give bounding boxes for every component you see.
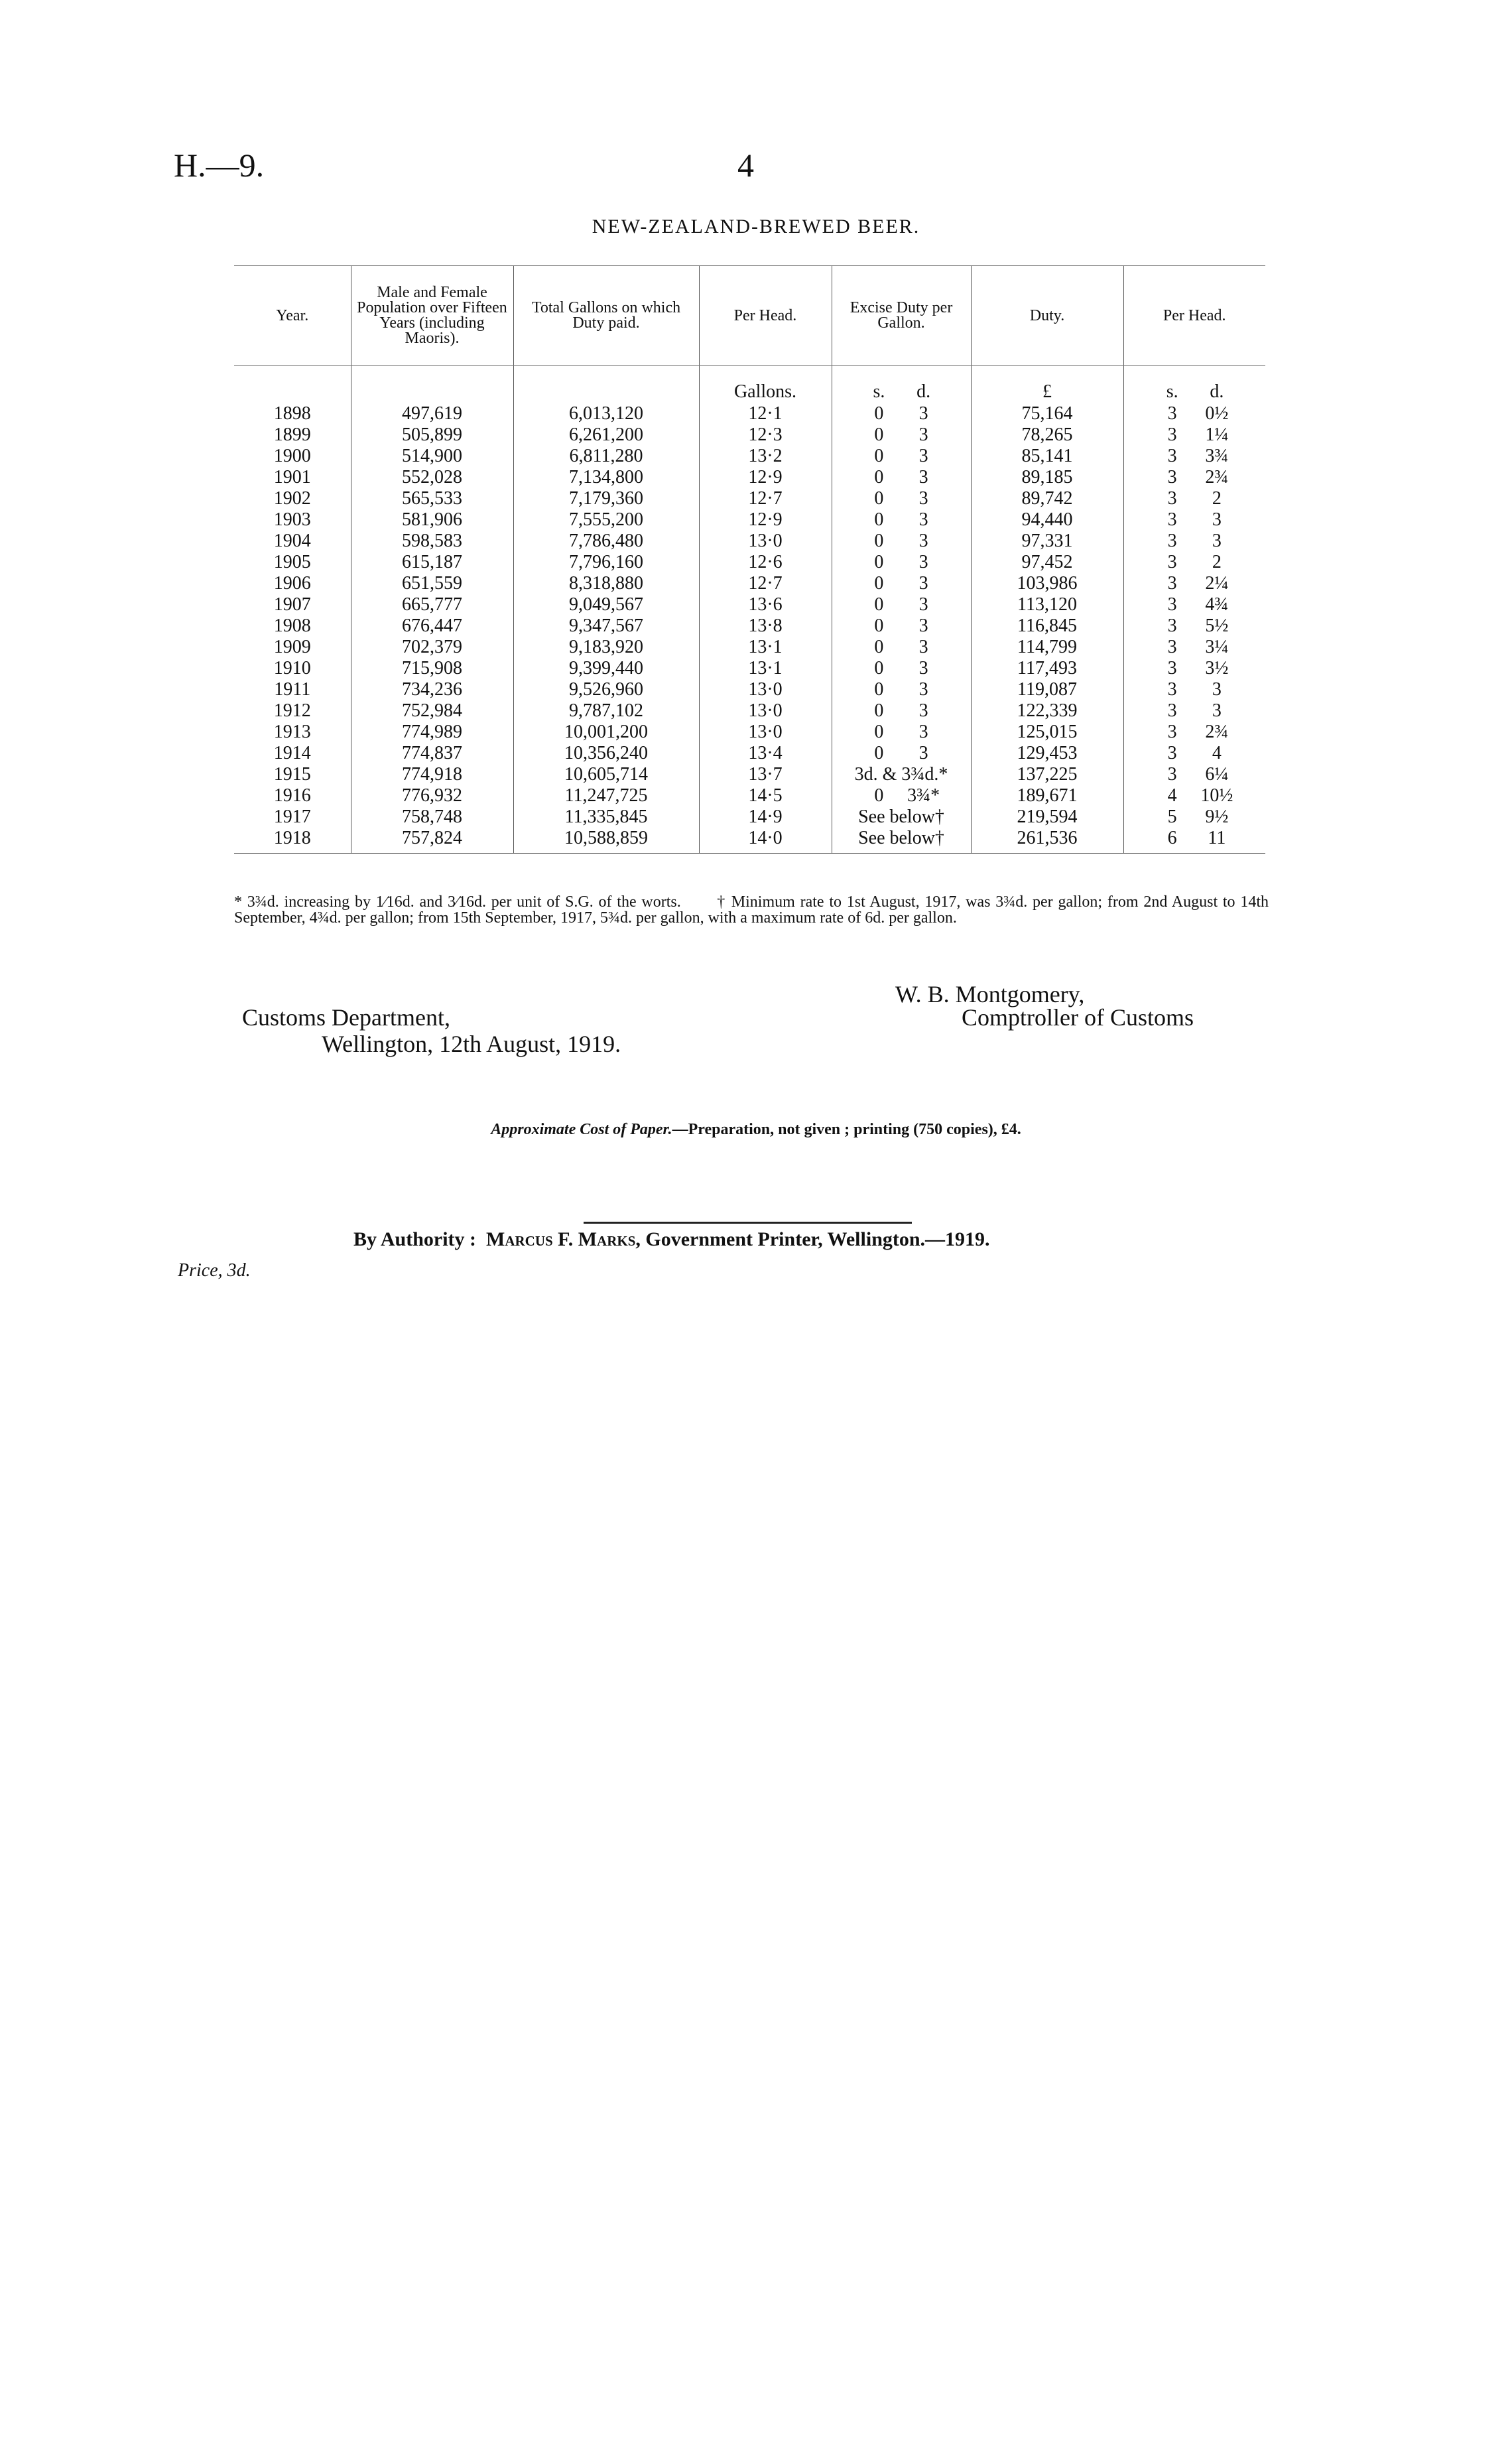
cell-year: 1917 xyxy=(273,807,311,827)
cell-per-head-d: 11 xyxy=(1208,828,1226,848)
cell-excise xyxy=(832,573,971,594)
cell-per-head-gallons: 13·1 xyxy=(699,637,832,658)
cell-gallons: 9,399,440 xyxy=(513,658,699,679)
cell-per-head-money xyxy=(1123,828,1265,854)
cell-excise-s: 0 xyxy=(874,679,884,700)
cell-duty: 97,331 xyxy=(971,531,1123,552)
cell-excise xyxy=(832,424,971,446)
cell-excise-d: 3 xyxy=(918,446,928,466)
cell-per-head-d: 3 xyxy=(1212,700,1222,721)
table-row xyxy=(234,573,1265,594)
cell-excise: 3d. & 3¾d.* xyxy=(832,764,971,785)
page-number: 4 xyxy=(737,147,754,184)
cell-per-head-s: 3 xyxy=(1167,722,1177,742)
cell-per-head-d: 0½ xyxy=(1205,403,1229,424)
footnote-dagger: † Minimum rate to 1st August, 1917, was 3¾d. per gallon; from 2nd August to 14th September, 4¾d. per gallon; from 15th September, 1917, 5¾d. per gallon, with a maximum rate of 6d. per gallon. xyxy=(234,893,1269,927)
cell-per-head-gallons: 12·9 xyxy=(699,467,832,488)
cell-duty: 122,339 xyxy=(971,700,1123,722)
table-row xyxy=(234,828,1265,854)
cell-per-head-s: 3 xyxy=(1167,467,1177,487)
cell-per-head-money xyxy=(1123,488,1265,509)
cell-excise-d: 3 xyxy=(918,403,928,424)
cell-per-head-d: 2 xyxy=(1212,552,1222,572)
cell-gallons: 7,179,360 xyxy=(513,488,699,509)
unit-population xyxy=(351,366,513,404)
cell-excise-d: 3 xyxy=(918,467,928,487)
cell-per-head-gallons: 12·7 xyxy=(699,573,832,594)
cell-population: 774,989 xyxy=(351,722,513,743)
cell-duty: 125,015 xyxy=(971,722,1123,743)
cell-per-head-s: 3 xyxy=(1167,552,1177,572)
cell-year: 1904 xyxy=(273,531,311,551)
cell-excise-s: 0 xyxy=(874,424,884,445)
cell-gallons: 9,347,567 xyxy=(513,615,699,637)
cost-note xyxy=(0,1121,1512,1139)
cell-per-head-money xyxy=(1123,785,1265,807)
cell-population: 757,824 xyxy=(351,828,513,854)
cell-excise-s: 0 xyxy=(874,700,884,721)
cell-population: 665,777 xyxy=(351,594,513,615)
cell-population: 715,908 xyxy=(351,658,513,679)
cell-population: 702,379 xyxy=(351,637,513,658)
unit-duty: £ xyxy=(971,366,1123,404)
cell-year: 1899 xyxy=(273,424,311,445)
cell-population: 565,533 xyxy=(351,488,513,509)
table-row xyxy=(234,807,1265,828)
cell-population: 505,899 xyxy=(351,424,513,446)
cell-per-head-money xyxy=(1123,467,1265,488)
cell-per-head-gallons: 13·7 xyxy=(699,764,832,785)
printer-imprint xyxy=(353,1228,990,1251)
cell-per-head-d: 2¼ xyxy=(1205,573,1229,594)
cell-per-head-d: 4 xyxy=(1212,743,1222,763)
cell-gallons: 9,787,102 xyxy=(513,700,699,722)
cell-excise xyxy=(832,467,971,488)
cell-excise xyxy=(832,446,971,467)
cell-per-head-gallons: 13·2 xyxy=(699,446,832,467)
cell-population: 758,748 xyxy=(351,807,513,828)
cell-year: 1910 xyxy=(273,658,311,679)
cell-gallons: 10,001,200 xyxy=(513,722,699,743)
cell-excise xyxy=(832,403,971,424)
cell-excise-s: 0 xyxy=(874,509,884,530)
table-header-row xyxy=(234,266,1265,366)
col-header-year: Year. xyxy=(234,266,351,366)
cell-excise-s: 0 xyxy=(874,594,884,615)
cell-excise-s: 0 xyxy=(874,785,884,806)
cell-population: 752,984 xyxy=(351,700,513,722)
cell-excise: See below† xyxy=(832,807,971,828)
cell-year: 1918 xyxy=(234,828,351,854)
cell-per-head-gallons: 13·0 xyxy=(699,722,832,743)
cell-excise-d: 3 xyxy=(918,700,928,721)
cell-per-head-money xyxy=(1123,658,1265,679)
table-row xyxy=(234,403,1265,424)
cell-excise-d: 3 xyxy=(918,743,928,763)
unit-gallons xyxy=(513,366,699,404)
cell-population: 774,837 xyxy=(351,743,513,764)
table-row xyxy=(234,467,1265,488)
cell-duty: 261,536 xyxy=(971,828,1123,854)
cell-per-head-gallons: 13·0 xyxy=(699,679,832,700)
col-header-excise: Excise Duty per Gallon. xyxy=(832,266,971,366)
cell-per-head-money xyxy=(1123,531,1265,552)
cell-duty: 97,452 xyxy=(971,552,1123,573)
cell-excise xyxy=(832,785,971,807)
cell-per-head-gallons: 13·0 xyxy=(699,531,832,552)
cell-excise xyxy=(832,679,971,700)
cell-year: 1907 xyxy=(273,594,311,615)
cell-per-head-gallons: 14·0 xyxy=(699,828,832,854)
cell-gallons: 6,013,120 xyxy=(513,403,699,424)
cell-per-head-d: 3¾ xyxy=(1205,446,1229,466)
cell-gallons: 6,261,200 xyxy=(513,424,699,446)
cell-excise-d: 3 xyxy=(918,658,928,679)
cell-excise-s: 0 xyxy=(874,573,884,594)
cell-excise-s: 0 xyxy=(874,531,884,551)
cell-excise-d: 3 xyxy=(918,637,928,657)
imprint-printer: Marcus F. Marks xyxy=(486,1228,636,1250)
cell-per-head-d: 3 xyxy=(1212,679,1222,700)
cell-per-head-money xyxy=(1123,509,1265,531)
cell-per-head-d: 3 xyxy=(1212,509,1222,530)
price: Price, 3d. xyxy=(178,1260,251,1281)
cell-excise-s: 0 xyxy=(874,722,884,742)
cell-duty: 137,225 xyxy=(971,764,1123,785)
cell-year: 1915 xyxy=(273,764,311,785)
cell-year: 1908 xyxy=(273,615,311,636)
cell-per-head-gallons: 13·8 xyxy=(699,615,832,637)
cell-year: 1911 xyxy=(274,679,311,700)
divider-rule xyxy=(584,1222,912,1224)
cell-per-head-d: 3¼ xyxy=(1205,637,1229,657)
cell-duty: 113,120 xyxy=(971,594,1123,615)
signatory-title: Comptroller of Customs xyxy=(962,1004,1194,1031)
cell-year: 1898 xyxy=(273,403,311,424)
cell-year: 1900 xyxy=(273,446,311,466)
cell-per-head-gallons: 12·9 xyxy=(699,509,832,531)
cell-per-head-d: 2¾ xyxy=(1205,467,1229,487)
cell-per-head-gallons: 12·3 xyxy=(699,424,832,446)
table-row xyxy=(234,594,1265,615)
col-header-per-head-money: Per Head. xyxy=(1123,266,1265,366)
cell-year: 1903 xyxy=(273,509,311,530)
cell-excise-s: 0 xyxy=(874,488,884,509)
cell-per-head-money xyxy=(1123,637,1265,658)
cell-per-head-gallons: 12·7 xyxy=(699,488,832,509)
cell-excise-d: 3 xyxy=(918,573,928,594)
cell-population: 514,900 xyxy=(351,446,513,467)
table-title: NEW-ZEALAND-BREWED BEER. xyxy=(592,216,920,237)
cell-excise-s: 0 xyxy=(874,615,884,636)
cell-per-head-s: 3 xyxy=(1167,488,1177,509)
cell-duty: 89,742 xyxy=(971,488,1123,509)
cell-duty: 89,185 xyxy=(971,467,1123,488)
cell-duty: 219,594 xyxy=(971,807,1123,828)
table-row xyxy=(234,785,1265,807)
cell-per-head-s: 3 xyxy=(1167,509,1177,530)
cell-per-head-s: 3 xyxy=(1167,403,1177,424)
cell-excise: See below† xyxy=(832,828,971,854)
cell-per-head-money xyxy=(1123,552,1265,573)
cell-excise xyxy=(832,637,971,658)
cell-per-head-s: 3 xyxy=(1167,615,1177,636)
cell-per-head-money xyxy=(1123,807,1265,828)
table-row xyxy=(234,743,1265,764)
table-row xyxy=(234,424,1265,446)
imprint-suffix: , Government Printer, Wellington.—1919. xyxy=(635,1228,990,1250)
cell-excise xyxy=(832,743,971,764)
cell-per-head-gallons: 14·5 xyxy=(699,785,832,807)
unit-per-head-d: d. xyxy=(1210,381,1224,402)
cell-duty: 119,087 xyxy=(971,679,1123,700)
cell-duty: 129,453 xyxy=(971,743,1123,764)
cell-excise-d: 3 xyxy=(918,594,928,615)
cell-per-head-d: 3½ xyxy=(1205,658,1229,679)
cell-per-head-gallons: 13·1 xyxy=(699,658,832,679)
cell-per-head-s: 3 xyxy=(1167,658,1177,679)
cell-excise-s: 0 xyxy=(874,467,884,487)
units-row xyxy=(234,366,1265,404)
cell-gallons: 7,786,480 xyxy=(513,531,699,552)
signatory-name: W. B. Montgomery, xyxy=(895,981,1085,1007)
cell-population: 615,187 xyxy=(351,552,513,573)
cell-gallons: 6,811,280 xyxy=(513,446,699,467)
cell-per-head-s: 3 xyxy=(1167,424,1177,445)
cell-population: 774,918 xyxy=(351,764,513,785)
cell-per-head-d: 2¾ xyxy=(1205,722,1229,742)
unit-year xyxy=(234,366,351,404)
cell-per-head-s: 3 xyxy=(1167,637,1177,657)
cost-note-text: —Preparation, not given ; printing (750 copies), £4. xyxy=(672,1121,1021,1138)
cell-duty: 85,141 xyxy=(971,446,1123,467)
cell-excise xyxy=(832,700,971,722)
col-header-per-head-gallons: Per Head. xyxy=(699,266,832,366)
cell-excise-s: 0 xyxy=(874,743,884,763)
cell-year: 1902 xyxy=(273,488,311,509)
table-row xyxy=(234,531,1265,552)
table-row xyxy=(234,615,1265,637)
cell-population: 581,906 xyxy=(351,509,513,531)
cell-excise-s: 0 xyxy=(874,637,884,657)
cell-gallons: 11,335,845 xyxy=(513,807,699,828)
cell-excise-d: 3 xyxy=(918,679,928,700)
cell-excise-d: 3 xyxy=(918,488,928,509)
imprint-prefix: By Authority : xyxy=(353,1228,477,1250)
cell-per-head-gallons: 14·9 xyxy=(699,807,832,828)
cell-per-head-s: 3 xyxy=(1167,446,1177,466)
cell-duty: 117,493 xyxy=(971,658,1123,679)
table-row xyxy=(234,679,1265,700)
place-and-date: Wellington, 12th August, 1919. xyxy=(322,1031,621,1057)
table-row xyxy=(234,488,1265,509)
beer-duty-table xyxy=(234,265,1265,854)
cell-excise-d: 3 xyxy=(918,424,928,445)
cell-population: 598,583 xyxy=(351,531,513,552)
cell-per-head-money xyxy=(1123,764,1265,785)
department: Customs Department, xyxy=(242,1004,450,1031)
cell-per-head-s: 3 xyxy=(1167,700,1177,721)
cell-duty: 78,265 xyxy=(971,424,1123,446)
cell-excise xyxy=(832,531,971,552)
cell-population: 734,236 xyxy=(351,679,513,700)
cell-per-head-s: 3 xyxy=(1167,679,1177,700)
table-row xyxy=(234,446,1265,467)
unit-per-head-money xyxy=(1123,366,1265,404)
cell-gallons: 9,526,960 xyxy=(513,679,699,700)
cell-per-head-s: 6 xyxy=(1167,828,1177,848)
cell-excise xyxy=(832,594,971,615)
cell-duty: 114,799 xyxy=(971,637,1123,658)
cell-year: 1916 xyxy=(273,785,311,806)
cell-per-head-money xyxy=(1123,743,1265,764)
footnotes xyxy=(234,894,1269,926)
cell-excise-s: 0 xyxy=(874,403,884,424)
table-row xyxy=(234,637,1265,658)
cell-population: 651,559 xyxy=(351,573,513,594)
cell-excise xyxy=(832,552,971,573)
cell-per-head-s: 3 xyxy=(1167,743,1177,763)
cell-per-head-money xyxy=(1123,722,1265,743)
footnote-star: * 3¾d. increasing by 1⁄16d. and 3⁄16d. per unit of S.G. of the worts. xyxy=(234,893,681,911)
cell-per-head-d: 5½ xyxy=(1205,615,1229,636)
cell-per-head-d: 4¾ xyxy=(1205,594,1229,615)
cell-per-head-d: 9½ xyxy=(1205,807,1229,827)
cell-excise-d: 3¾* xyxy=(907,785,940,806)
cell-gallons: 7,134,800 xyxy=(513,467,699,488)
cell-per-head-money xyxy=(1123,615,1265,637)
cell-per-head-s: 5 xyxy=(1167,807,1177,827)
cell-year: 1905 xyxy=(273,552,311,572)
cell-population: 676,447 xyxy=(351,615,513,637)
cell-duty: 75,164 xyxy=(971,403,1123,424)
cell-duty: 94,440 xyxy=(971,509,1123,531)
cell-excise-d: 3 xyxy=(918,722,928,742)
cell-per-head-money xyxy=(1123,594,1265,615)
cell-per-head-s: 3 xyxy=(1167,531,1177,551)
cell-per-head-money xyxy=(1123,446,1265,467)
cell-gallons: 9,049,567 xyxy=(513,594,699,615)
cell-per-head-gallons: 13·0 xyxy=(699,700,832,722)
cell-gallons: 10,588,859 xyxy=(513,828,699,854)
cell-excise-s: 0 xyxy=(874,658,884,679)
cell-per-head-d: 3 xyxy=(1212,531,1222,551)
cell-gallons: 7,555,200 xyxy=(513,509,699,531)
cell-excise-d: 3 xyxy=(918,509,928,530)
cell-excise-d: 3 xyxy=(918,615,928,636)
unit-excise-s: s. xyxy=(873,381,885,402)
cell-per-head-s: 3 xyxy=(1167,764,1177,785)
cell-per-head-money xyxy=(1123,403,1265,424)
cell-year: 1901 xyxy=(273,467,311,487)
cell-excise-s: 0 xyxy=(874,446,884,466)
cost-note-label: Approximate Cost of Paper. xyxy=(491,1121,672,1138)
cell-year: 1913 xyxy=(273,722,311,742)
cell-per-head-d: 2 xyxy=(1212,488,1222,509)
cell-per-head-s: 3 xyxy=(1167,573,1177,594)
cell-excise xyxy=(832,658,971,679)
col-header-gallons: Total Gallons on which Duty paid. xyxy=(513,266,699,366)
cell-per-head-money xyxy=(1123,424,1265,446)
cell-per-head-d: 10½ xyxy=(1200,785,1233,806)
cell-gallons: 7,796,160 xyxy=(513,552,699,573)
cell-gallons: 11,247,725 xyxy=(513,785,699,807)
cell-per-head-gallons: 12·6 xyxy=(699,552,832,573)
cell-excise xyxy=(832,509,971,531)
cell-per-head-gallons: 13·4 xyxy=(699,743,832,764)
cell-gallons: 9,183,920 xyxy=(513,637,699,658)
cell-year: 1912 xyxy=(273,700,311,721)
cell-gallons: 10,605,714 xyxy=(513,764,699,785)
cell-excise-d: 3 xyxy=(918,531,928,551)
unit-per-head-gallons: Gallons. xyxy=(699,366,832,404)
cell-excise xyxy=(832,722,971,743)
table-row xyxy=(234,764,1265,785)
cell-population: 776,932 xyxy=(351,785,513,807)
document-reference: H.—9. xyxy=(174,147,265,184)
cell-per-head-gallons: 12·1 xyxy=(699,403,832,424)
cell-excise xyxy=(832,488,971,509)
cell-per-head-money xyxy=(1123,679,1265,700)
cell-per-head-money xyxy=(1123,700,1265,722)
cell-per-head-money xyxy=(1123,573,1265,594)
unit-excise-d: d. xyxy=(916,381,931,402)
col-header-duty: Duty. xyxy=(971,266,1123,366)
cell-per-head-s: 4 xyxy=(1167,785,1177,806)
unit-excise xyxy=(832,366,971,404)
cell-excise xyxy=(832,615,971,637)
cell-population: 497,619 xyxy=(351,403,513,424)
cell-per-head-gallons: 13·6 xyxy=(699,594,832,615)
cell-duty: 103,986 xyxy=(971,573,1123,594)
cell-per-head-d: 6¼ xyxy=(1205,764,1229,785)
cell-per-head-s: 3 xyxy=(1167,594,1177,615)
cell-excise-d: 3 xyxy=(918,552,928,572)
cell-duty: 116,845 xyxy=(971,615,1123,637)
cell-excise-s: 0 xyxy=(874,552,884,572)
cell-year: 1906 xyxy=(273,573,311,594)
cell-population: 552,028 xyxy=(351,467,513,488)
cell-year: 1909 xyxy=(273,637,311,657)
cell-year: 1914 xyxy=(273,743,311,763)
cell-gallons: 10,356,240 xyxy=(513,743,699,764)
table-row xyxy=(234,722,1265,743)
unit-per-head-s: s. xyxy=(1166,381,1178,402)
cell-gallons: 8,318,880 xyxy=(513,573,699,594)
cell-duty: 189,671 xyxy=(971,785,1123,807)
col-header-population: Male and Female Population over Fifteen Years (including Maoris). xyxy=(351,266,513,366)
cell-per-head-d: 1¼ xyxy=(1205,424,1229,445)
table-row xyxy=(234,509,1265,531)
table-row xyxy=(234,552,1265,573)
table-row xyxy=(234,700,1265,722)
table-row xyxy=(234,658,1265,679)
